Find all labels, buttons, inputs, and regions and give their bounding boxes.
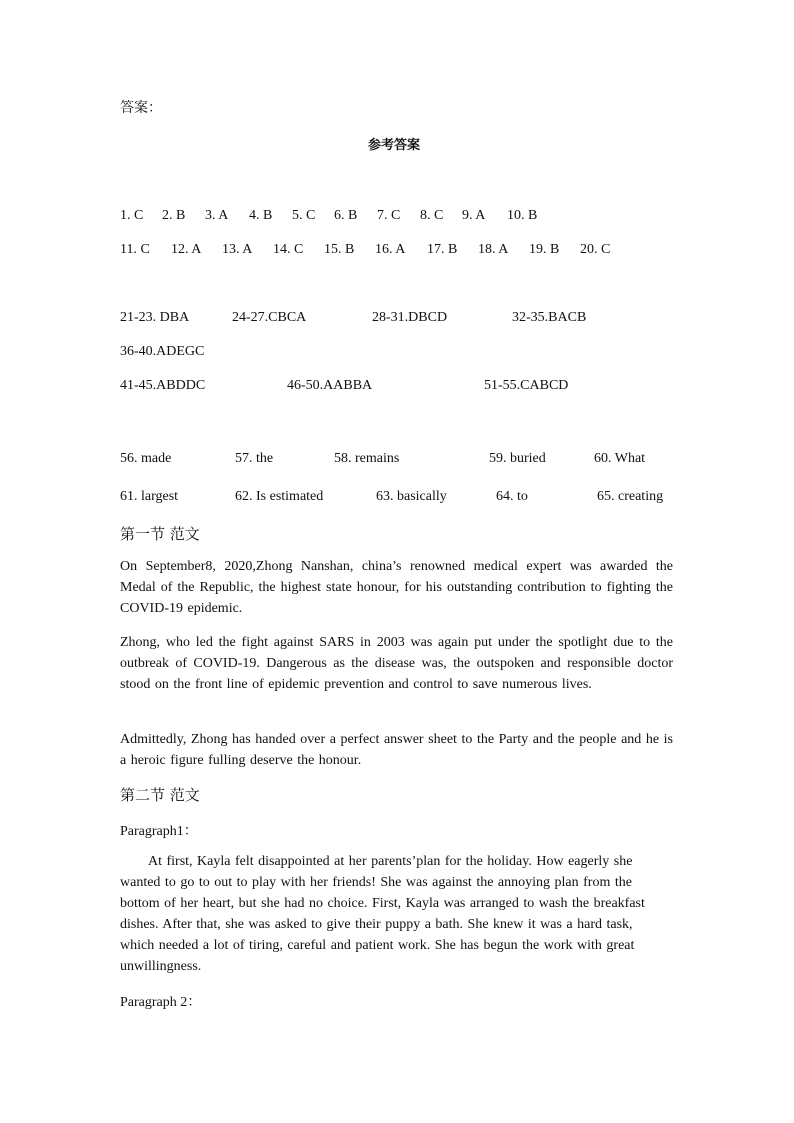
answer-item: 8. C bbox=[420, 208, 444, 223]
answer-group: 46-50.AABBA bbox=[287, 378, 373, 393]
answer-item: 63. basically bbox=[376, 489, 447, 504]
answer-item: 15. B bbox=[324, 242, 355, 257]
answer-item: 7. C bbox=[377, 208, 401, 223]
answer-item: 10. B bbox=[507, 208, 538, 223]
answer-group: 32-35.BACB bbox=[512, 310, 587, 325]
answer-item: 61. largest bbox=[120, 489, 179, 504]
answer-group: 41-45.ABDDC bbox=[120, 378, 206, 393]
answer-item: 1. C bbox=[120, 208, 144, 223]
answer-item: 65. creating bbox=[597, 489, 664, 504]
story-paragraph: At first, Kayla felt disappointed at her parents’plan for the holiday. How eagerly she wanted to go to out to play with her friends! She was against the annoying plan from the bottom of her heart, but she had no choice. First, Kayla was arranged to wash the breakfast dishes. After that, she was asked to give their puppy a bath. She knew it was a hard task, which needed a lot of tiring, careful and patient work. She has begun the work with great unwillingness. bbox=[120, 854, 645, 974]
answer-item: 2. B bbox=[162, 208, 186, 223]
answer-item: 3. A bbox=[205, 208, 229, 223]
answer-group: 51-55.CABCD bbox=[484, 378, 569, 393]
answer-item: 17. B bbox=[427, 242, 458, 257]
paragraph-2-label: Paragraph 2： bbox=[120, 995, 202, 1010]
answer-item: 9. A bbox=[462, 208, 486, 223]
answer-item: 14. C bbox=[273, 242, 304, 257]
answer-group: 21-23. DBA bbox=[120, 310, 190, 325]
essay-paragraph: Zhong, who led the fight against SARS in 2003 was again put under the spotlight due to the outbreak of COVID-19. Dangerous as the disease was, the outspoken and responsible doctor stood on the front line of epidemic prevention and control to save numerous lives. bbox=[120, 635, 673, 692]
header-label: 答案： bbox=[120, 100, 162, 116]
answer-item: 5. C bbox=[292, 208, 316, 223]
answer-item: 60. What bbox=[594, 451, 646, 466]
answer-item: 56. made bbox=[120, 451, 172, 466]
answer-item: 12. A bbox=[171, 242, 202, 257]
answer-group: 24-27.CBCA bbox=[232, 310, 307, 325]
answer-group: 36-40.ADEGC bbox=[120, 344, 205, 359]
answer-group: 28-31.DBCD bbox=[372, 310, 448, 325]
answer-item: 20. C bbox=[580, 242, 611, 257]
answer-item: 62. Is estimated bbox=[235, 489, 324, 504]
essay-paragraph: Admittedly, Zhong has handed over a perfect answer sheet to the Party and the people and he is a heroic figure fulling deserve the honour. bbox=[120, 732, 673, 768]
answer-item: 11. C bbox=[120, 242, 150, 257]
answer-item: 57. the bbox=[235, 451, 274, 466]
answer-item: 6. B bbox=[334, 208, 358, 223]
answer-item: 19. B bbox=[529, 242, 560, 257]
answer-item: 64. to bbox=[496, 489, 528, 504]
answer-item: 13. A bbox=[222, 242, 253, 257]
section-2-heading: 第二节 范文 bbox=[120, 786, 200, 804]
section-1-heading: 第一节 范文 bbox=[120, 525, 200, 543]
page-title: 参考答案 bbox=[368, 138, 421, 153]
answer-item: 16. A bbox=[375, 242, 406, 257]
essay-paragraph: On September8, 2020,Zhong Nanshan, china’s renowned medical expert was awarded the Medal of the Republic, the highest state honour, for his outstanding contribution to fighting the COVID-19 epidemic. bbox=[120, 559, 673, 616]
answer-item: 59. buried bbox=[489, 451, 546, 466]
paragraph-1-label: Paragraph1： bbox=[120, 824, 198, 839]
answer-item: 18. A bbox=[478, 242, 509, 257]
answer-item: 58. remains bbox=[334, 451, 400, 466]
answer-item: 4. B bbox=[249, 208, 273, 223]
